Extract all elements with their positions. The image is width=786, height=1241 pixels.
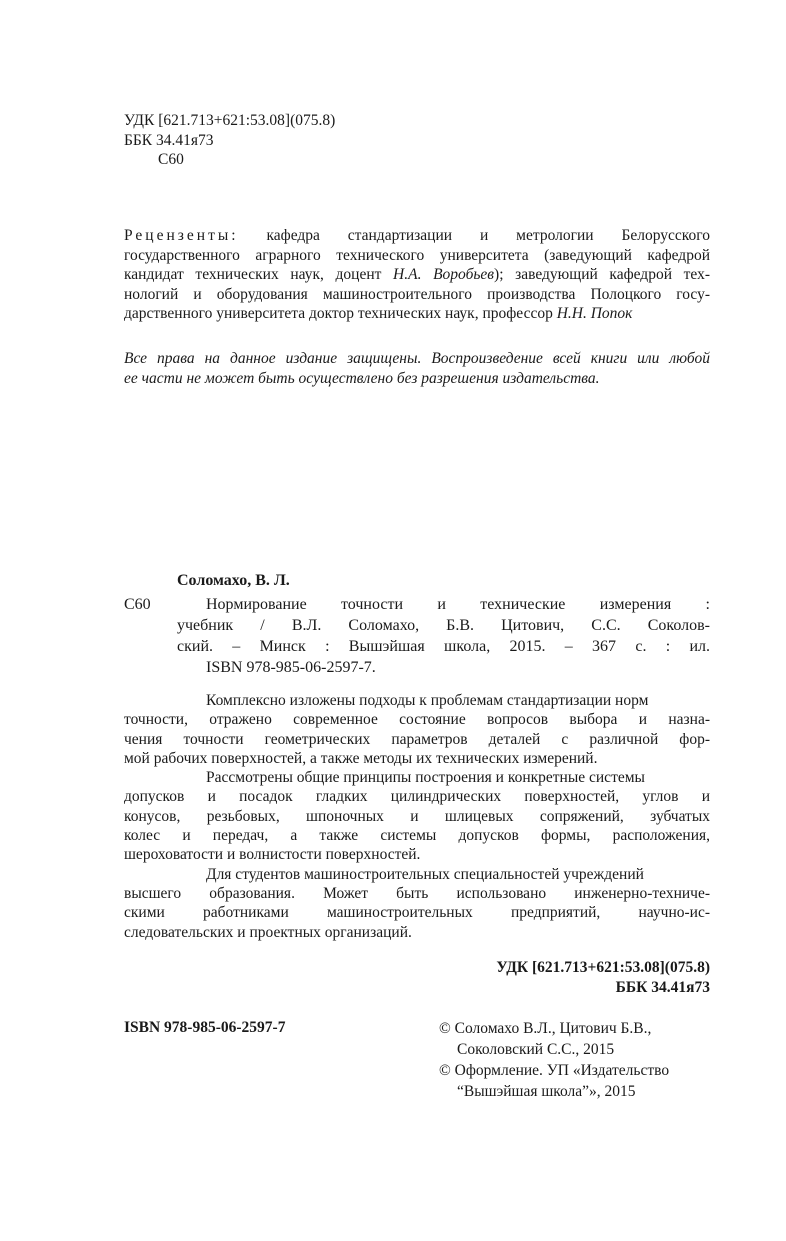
- copyright-block: [439, 1018, 669, 1102]
- copyright-line: Соколовский С.С., 2015: [457, 1041, 615, 1058]
- abstract-line: Комплексно изложены подходы к проблемам стандартизации норм: [206, 692, 649, 709]
- catalog-record: [124, 594, 710, 678]
- copyright-line: “Вышэйшая школа”», 2015: [457, 1083, 636, 1100]
- rights-notice: [124, 349, 710, 388]
- reviewers-label: Рецензенты:: [124, 227, 239, 244]
- reviewers-line: дарственного университета доктор технических наук, профессор Н.Н. Попок: [124, 305, 633, 322]
- rights-line: ее части не может быть осуществлено без разрешения издательства.: [124, 369, 600, 387]
- abstract: [124, 691, 710, 942]
- catalog-title-line: учебник / В.Л. Соломахо, Б.В. Цитович, С.С. Соколов-: [177, 617, 710, 634]
- classification-codes-bottom: [496, 958, 710, 997]
- reviewers-block: [124, 226, 710, 324]
- catalog-code: С60: [124, 596, 151, 613]
- bbk-code: ББК 34.41я73: [615, 978, 710, 996]
- catalog-author: Соломахо, В. Л.: [177, 572, 290, 589]
- catalog-title-line: Нормирование точности и технические измерения :: [206, 596, 710, 613]
- udk-code: УДК [621.713+621:53.08](075.8): [124, 112, 336, 129]
- abstract-line: шероховатости и волнистости поверхностей.: [124, 846, 421, 864]
- abstract-line: Для студентов машиностроительных специальностей учреждений: [206, 865, 644, 883]
- reviewer-name: Н.А. Воробьев: [393, 266, 495, 283]
- abstract-line: колес и передач, а также системы допусков формы, расположения,: [124, 827, 710, 845]
- author-mark: С60: [158, 151, 184, 168]
- catalog-description: [177, 594, 710, 678]
- reviewer-name: Н.Н. Попок: [556, 305, 633, 322]
- copyright-line: © Соломахо В.Л., Цитович Б.В.,: [439, 1020, 652, 1037]
- abstract-line: конусов, резьбовых, шпоночных и шлицевых сопряжений, зубчатых: [124, 807, 710, 825]
- abstract-line: высшего образования. Может быть использовано инженерно-техниче-: [124, 884, 710, 902]
- rights-line: Все права на данное издание защищены. Воспроизведение всей книги или любой: [124, 350, 710, 367]
- isbn: ISBN 978-985-06-2597-7: [124, 1019, 286, 1036]
- bbk-code: ББК 34.41я73: [124, 131, 214, 149]
- reviewers-line: Рецензенты: кафедра стандартизации и метрологии Белорусского: [124, 227, 710, 244]
- abstract-line: допусков и посадок гладких цилиндрических поверхностей, углов и: [124, 788, 710, 806]
- abstract-line: следовательских и проектных организаций.: [124, 923, 412, 941]
- classification-codes-top: [124, 111, 335, 170]
- abstract-line: Рассмотрены общие принципы построения и конкретные системы: [206, 769, 645, 787]
- abstract-line: мой рабочих поверхностей, а также методы их технических измерений.: [124, 749, 598, 767]
- abstract-line: точности, отражено современное состояние вопросов выбора и назна-: [124, 711, 710, 729]
- abstract-line: скими работниками машиностроительных предприятий, научно-ис-: [124, 904, 710, 922]
- abstract-line: чения точности геометрических параметров деталей с различной фор-: [124, 730, 710, 748]
- reviewers-line: кандидат технических наук, доцент Н.А. Воробьев); заведующий кафедрой тех-: [124, 266, 710, 283]
- reviewers-line: нологий и оборудования машиностроительного производства Полоцкого госу-: [124, 285, 710, 303]
- catalog-title-line: ский. – Минск : Вышэйшая школа, 2015. – 367 с. : ил.: [177, 638, 710, 655]
- udk-code: УДК [621.713+621:53.08](075.8): [496, 959, 710, 976]
- catalog-isbn: ISBN 978-985-06-2597-7.: [206, 659, 376, 676]
- copyright-line: © Оформление. УП «Издательство: [439, 1062, 670, 1079]
- reviewers-line: государственного аграрного технического университета (заведующий кафедрой: [124, 246, 710, 264]
